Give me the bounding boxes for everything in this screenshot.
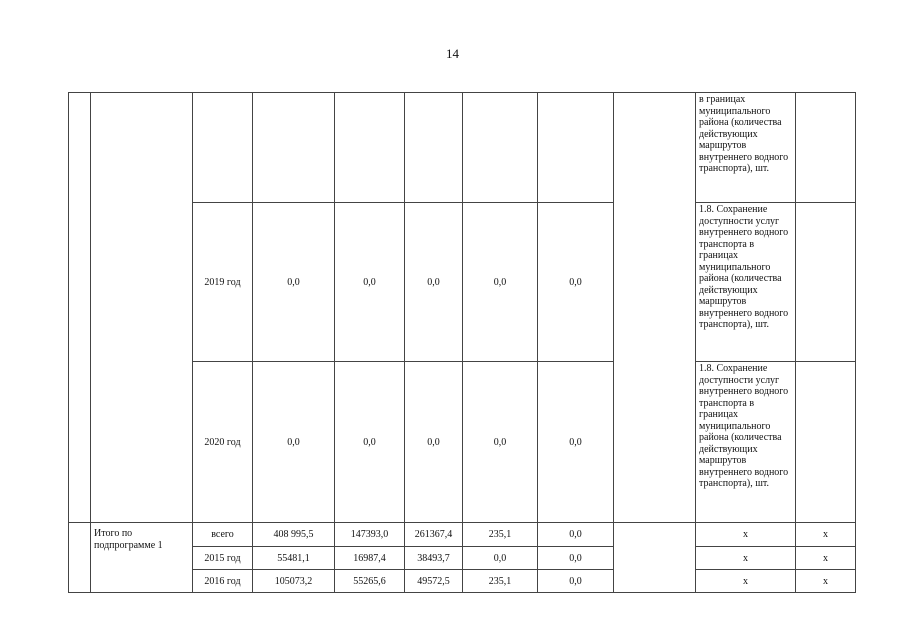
value-cell: 0,0 (253, 203, 335, 362)
year-cell (193, 93, 253, 203)
value-cell: 0,0 (335, 203, 405, 362)
executor-cell (614, 93, 696, 523)
value-cell: 55265,6 (335, 570, 405, 593)
year-cell: всего (193, 523, 253, 547)
budget-table (68, 92, 856, 593)
value-cell: 0,0 (538, 570, 614, 593)
year-cell: 2019 год (193, 203, 253, 362)
value-cell: 55481,1 (253, 547, 335, 570)
value-cell: 261367,4 (405, 523, 463, 547)
value-cell: 0,0 (463, 203, 538, 362)
value-cell: 0,0 (538, 547, 614, 570)
value-cell: 0,0 (405, 203, 463, 362)
value-cell: 0,0 (538, 523, 614, 547)
number-cell (69, 523, 91, 593)
continuation-row (69, 93, 856, 203)
total-label: Итого по подпрограмме 1 (91, 523, 193, 593)
number-cell (69, 93, 91, 523)
indicator-value-mark: х (796, 547, 856, 570)
value-cell: 0,0 (538, 203, 614, 362)
value-cell: 235,1 (463, 523, 538, 547)
value-cell (253, 93, 335, 203)
indicator-text: 1.8. Сохранение доступности услуг внутреннего водного транспорта в границах муниципального района (количества действующих маршрутов внутреннего водного транспорта), шт. (699, 363, 789, 489)
value-cell: 0,0 (253, 362, 335, 523)
value-cell (335, 93, 405, 203)
value-cell: 16987,4 (335, 547, 405, 570)
measure-name-cell (91, 93, 193, 523)
value-cell: 235,1 (463, 570, 538, 593)
indicator-value-cell (796, 93, 856, 203)
indicator-cell (696, 203, 796, 362)
executor-cell (614, 523, 696, 593)
indicator-text: 1.8. Сохранение доступности услуг внутреннего водного транспорта в границах муниципального района (количества действующих маршрутов внутреннего водного транспорта), шт. (699, 204, 789, 330)
total-row-all (69, 523, 856, 547)
indicator-cell (696, 93, 796, 203)
year-cell: 2020 год (193, 362, 253, 523)
value-cell: 0,0 (463, 362, 538, 523)
value-cell (538, 93, 614, 203)
indicator-value-cell (796, 203, 856, 362)
indicator-mark: х (696, 547, 796, 570)
value-cell: 38493,7 (405, 547, 463, 570)
value-cell: 0,0 (335, 362, 405, 523)
value-cell: 147393,0 (335, 523, 405, 547)
value-cell (405, 93, 463, 203)
value-cell (463, 93, 538, 203)
indicator-value-cell (796, 362, 856, 523)
indicator-value-mark: х (796, 523, 856, 547)
year-cell: 2015 год (193, 547, 253, 570)
indicator-text: в границах муниципального района (количества действующих маршрутов внутреннего водного транспорта), шт. (699, 94, 789, 174)
value-cell: 0,0 (405, 362, 463, 523)
value-cell: 0,0 (538, 362, 614, 523)
value-cell: 0,0 (463, 547, 538, 570)
value-cell: 408 995,5 (253, 523, 335, 547)
indicator-cell (696, 362, 796, 523)
value-cell: 105073,2 (253, 570, 335, 593)
indicator-mark: х (696, 523, 796, 547)
page-number: 14 (446, 46, 459, 61)
year-cell: 2016 год (193, 570, 253, 593)
value-cell: 49572,5 (405, 570, 463, 593)
indicator-mark: х (696, 570, 796, 593)
indicator-value-mark: х (796, 570, 856, 593)
